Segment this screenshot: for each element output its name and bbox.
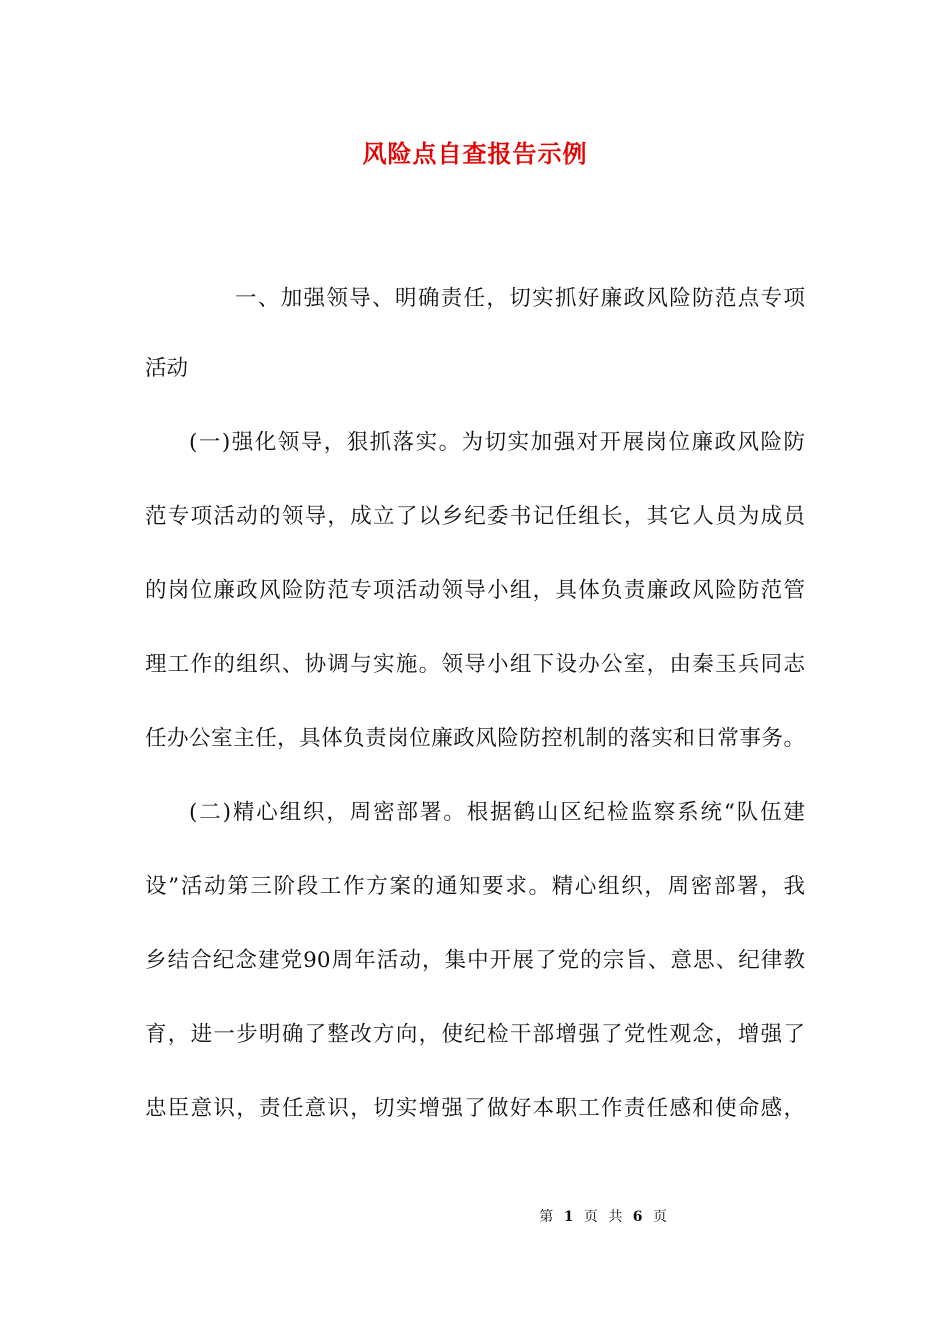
footer-prefix: 第 xyxy=(539,1209,557,1225)
page-footer xyxy=(0,1207,950,1227)
paragraph-line: 乡结合纪念建党90周年活动，集中开展了党的宗旨、意思、纪律教 xyxy=(145,948,805,973)
paragraph-line: 设”活动第三阶段工作方案的通知要求。精心组织，周密部署，我 xyxy=(145,874,805,899)
paragraph-line: 任办公室主任，具体负责岗位廉政风险防控机制的落实和日常事务。 xyxy=(145,726,805,751)
paragraph-line: 忠臣意识，责任意识，切实增强了做好本职工作责任感和使命感， xyxy=(145,1096,805,1121)
paragraph-line: 的岗位廉政风险防范专项活动领导小组，具体负责廉政风险防范管 xyxy=(145,578,805,603)
footer-total-pages: 6 xyxy=(632,1209,646,1225)
section-heading-line: 一、加强领导、明确责任，切实抓好廉政风险防范点专项 xyxy=(235,286,805,311)
footer-page-number: 1 xyxy=(563,1209,577,1225)
paragraph-line: (一)强化领导，狠抓落实。为切实加强对开展岗位廉政风险防 xyxy=(189,430,805,455)
section-heading-line: 活动 xyxy=(145,356,189,381)
page-title: 风险点自查报告示例 xyxy=(362,139,588,168)
footer-middle: 页 共 xyxy=(583,1209,626,1225)
paragraph-line: 育，进一步明确了整改方向，使纪检干部增强了党性观念，增强了 xyxy=(145,1022,805,1047)
paragraph-line: 范专项活动的领导，成立了以乡纪委书记任组长，其它人员为成员 xyxy=(145,504,805,529)
paragraph-line: (二)精心组织，周密部署。根据鹤山区纪检监察系统“队伍建 xyxy=(189,800,805,825)
footer-suffix: 页 xyxy=(653,1209,670,1225)
paragraph-line: 理工作的组织、协调与实施。领导小组下设办公室，由秦玉兵同志 xyxy=(145,652,805,677)
